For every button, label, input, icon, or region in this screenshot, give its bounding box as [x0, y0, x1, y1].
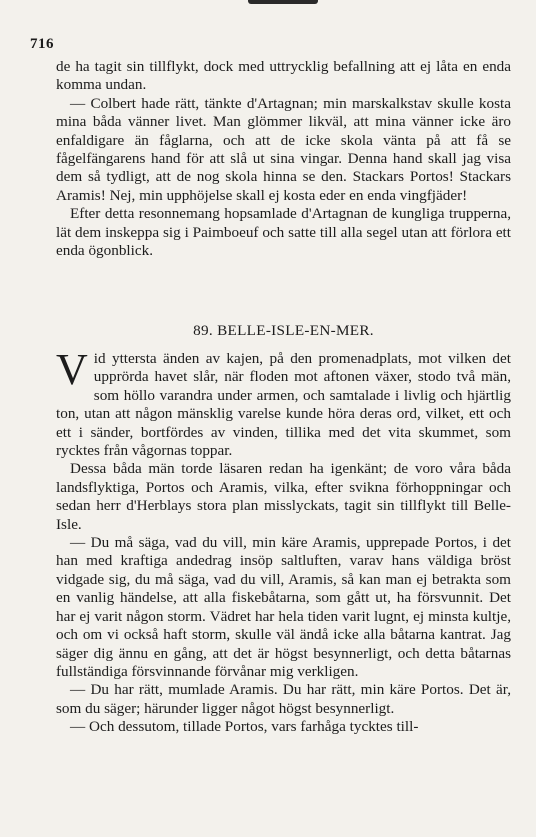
chapter-text-block	[56, 345, 511, 737]
paragraph: — Och dessutom, tillade Portos, vars farhåga tycktes till-	[70, 718, 419, 736]
paragraph: Dessa båda män torde läsaren redan ha igenkänt; de voro våra båda landsflyktiga, Portos och Aramis, vilka, efter svikna förhoppningar och sedan herr d'Herblays stora plan misslyckats, tagit sin tillflykt till Belle-Isle.	[56, 460, 511, 533]
paragraph: de ha tagit sin tillflykt, dock med uttrycklig befallning att ej låta en enda komma undan.	[56, 58, 511, 94]
paragraph: — Du må säga, vad du vill, min käre Aramis, upprepade Portos, i det han med kraftiga andedrag insöp saltluften, varav hans väldiga bröst vidgade sig, du må säga, vad du vill, Aramis, så kan man ej betrakta som en vanlig händelse, att alla fiskebåtarna, som gått ut, ha försvunnit. Det har ej varit någon storm. Vädret har hela tiden varit lugnt, ej minsta kultje, och om vi också haft storm, skulle väl ändå icke alla båtarna kantrat. Jag säger dig ännu en gång, att det är högst besynnerligt, och detta båtarnas fullständiga försvinnande förvånar mig verkligen.	[56, 534, 511, 680]
paragraph: — Du har rätt, mumlade Aramis. Du har rätt, min käre Portos. Det är, som du säger; härunder ligger något högst besynnerligt.	[56, 681, 511, 717]
paragraph: — Colbert hade rätt, tänkte d'Artagnan; min marskalkstav skulle kosta mina båda vänner livet. Man glömmer likväl, att mina vänner icke äro enfaldigare än fåglarna, och att de icke skola vänta på att få se fågelfängarens hand för att slå ut sina vingar. Denna hand skall jag visa dem så tydligt, att de nog skola hinna se den. Stackars Portos! Stackars Aramis! Nej, min upphöjelse skall ej kosta eder en enda vingfjäder!	[56, 94, 511, 204]
drop-cap: V	[56, 345, 88, 394]
page-number: 716	[30, 36, 54, 52]
paragraph	[56, 345, 511, 460]
top-text-block	[56, 58, 511, 260]
paragraph-text: id yttersta änden av kajen, på den promenadplats, mot vilken det upprörda havet slår, när floden mot aftonen växer, stodo två män, som höllo varandra under armen, och samtalade i livlig och hjärtlig ton, utan att någon mänsklig varelse kunde höra deras ord, vilket, ett och ett i sänder, bortfördes av vinden, tillika med det vita skummet, som rycktes från vågornas toppar.	[56, 350, 511, 460]
chapter-title: 89. BELLE-ISLE-EN-MER.	[193, 322, 374, 339]
paragraph: Efter detta resonnemang hopsamlade d'Artagnan de kungliga trupperna, lät dem inskeppa sig i Paimboeuf och satte till alla segel utan att förlora ett enda ögonblick.	[56, 205, 511, 260]
